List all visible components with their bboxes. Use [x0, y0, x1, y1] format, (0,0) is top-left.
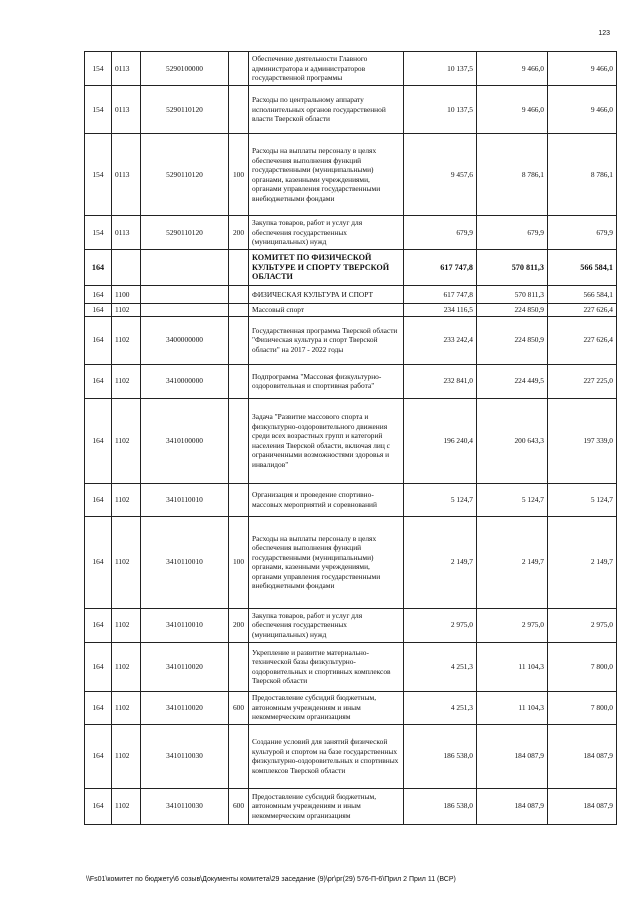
row-amount-year2: 184 087,9	[477, 724, 548, 788]
row-amount-year2: 9 466,0	[477, 86, 548, 134]
row-target-article: 3410100000	[141, 398, 229, 483]
row-name: Расходы на выплаты персоналу в целях обеспечения выполнения функций государственными (муниципальными) органами, казенными учреждениями, органами управления государственными внебюджетными фондами	[249, 516, 404, 608]
table-row	[85, 642, 617, 691]
row-code: 154	[85, 134, 112, 216]
row-target-article: 3410110020	[141, 642, 229, 691]
row-amount-year1: 5 124,7	[404, 483, 477, 516]
row-amount-year1: 617 747,8	[404, 286, 477, 304]
row-expense-type	[229, 642, 249, 691]
row-expense-type	[229, 250, 249, 286]
table-row	[85, 316, 617, 364]
row-section: 1102	[112, 788, 141, 824]
row-amount-year3: 184 087,9	[548, 788, 617, 824]
row-section: 1102	[112, 516, 141, 608]
row-amount-year2: 2 975,0	[477, 608, 548, 642]
row-name: Подпрограмма "Массовая физкультурно-оздоровительная и спортивная работа"	[249, 364, 404, 398]
row-name: Укрепление и развитие материально-технической базы физкультурно-оздоровительных и спортивных комплексов Тверской области	[249, 642, 404, 691]
row-amount-year2: 9 466,0	[477, 52, 548, 86]
row-amount-year3: 7 800,0	[548, 691, 617, 724]
row-expense-type	[229, 52, 249, 86]
row-section: 1102	[112, 724, 141, 788]
row-amount-year3: 566 584,1	[548, 250, 617, 286]
row-amount-year1: 186 538,0	[404, 724, 477, 788]
row-amount-year3: 9 466,0	[548, 86, 617, 134]
row-amount-year3: 197 339,0	[548, 398, 617, 483]
row-expense-type	[229, 483, 249, 516]
row-amount-year1: 679,9	[404, 216, 477, 250]
row-expense-type: 600	[229, 691, 249, 724]
row-expense-type	[229, 304, 249, 317]
row-target-article	[141, 304, 229, 317]
row-amount-year3: 2 975,0	[548, 608, 617, 642]
row-amount-year3: 184 087,9	[548, 724, 617, 788]
row-amount-year2: 570 811,3	[477, 250, 548, 286]
table-row	[85, 52, 617, 86]
row-target-article	[141, 286, 229, 304]
row-name: Закупка товаров, работ и услуг для обеспечения государственных (муниципальных) нужд	[249, 216, 404, 250]
row-section: 1102	[112, 642, 141, 691]
row-name: ФИЗИЧЕСКАЯ КУЛЬТУРА И СПОРТ	[249, 286, 404, 304]
row-amount-year1: 232 841,0	[404, 364, 477, 398]
row-section: 1100	[112, 286, 141, 304]
row-amount-year1: 196 240,4	[404, 398, 477, 483]
row-amount-year1: 4 251,3	[404, 642, 477, 691]
row-target-article: 5290110120	[141, 134, 229, 216]
row-amount-year3: 2 149,7	[548, 516, 617, 608]
row-amount-year2: 679,9	[477, 216, 548, 250]
row-expense-type	[229, 86, 249, 134]
table-row	[85, 691, 617, 724]
row-expense-type	[229, 316, 249, 364]
table-row	[85, 483, 617, 516]
row-section: 0113	[112, 86, 141, 134]
row-section: 1102	[112, 398, 141, 483]
row-code: 164	[85, 250, 112, 286]
row-code: 164	[85, 483, 112, 516]
row-expense-type	[229, 398, 249, 483]
row-code: 154	[85, 216, 112, 250]
row-name: Расходы на выплаты персоналу в целях обеспечения выполнения функций государственными (муниципальными) органами, казенными учреждениями, органами управления государственными внебюджетными фондами	[249, 134, 404, 216]
row-amount-year1: 4 251,3	[404, 691, 477, 724]
row-section: 1102	[112, 364, 141, 398]
row-section	[112, 250, 141, 286]
row-amount-year1: 2 975,0	[404, 608, 477, 642]
row-expense-type: 200	[229, 608, 249, 642]
row-section: 1102	[112, 316, 141, 364]
page-number: 123	[598, 30, 610, 37]
table-row	[85, 86, 617, 134]
row-code: 164	[85, 286, 112, 304]
row-amount-year2: 8 786,1	[477, 134, 548, 216]
row-target-article: 5290100000	[141, 52, 229, 86]
row-target-article: 3410110010	[141, 608, 229, 642]
row-code: 164	[85, 364, 112, 398]
row-amount-year3: 5 124,7	[548, 483, 617, 516]
row-name: Предоставление субсидий бюджетным, автономным учреждениям и иным некоммерческим организациям	[249, 788, 404, 824]
budget-table	[84, 51, 617, 825]
row-target-article: 3410110010	[141, 483, 229, 516]
row-code: 164	[85, 691, 112, 724]
row-amount-year3: 679,9	[548, 216, 617, 250]
row-amount-year2: 2 149,7	[477, 516, 548, 608]
row-amount-year3: 227 626,4	[548, 316, 617, 364]
table-row	[85, 364, 617, 398]
row-amount-year3: 227 225,0	[548, 364, 617, 398]
row-name: Предоставление субсидий бюджетным, автономным учреждениям и иным некоммерческим организациям	[249, 691, 404, 724]
row-target-article: 3400000000	[141, 316, 229, 364]
row-code: 164	[85, 642, 112, 691]
table-row	[85, 516, 617, 608]
row-expense-type	[229, 724, 249, 788]
row-code: 164	[85, 516, 112, 608]
row-target-article: 3410000000	[141, 364, 229, 398]
row-expense-type	[229, 364, 249, 398]
row-amount-year3: 227 626,4	[548, 304, 617, 317]
row-section: 0113	[112, 216, 141, 250]
row-expense-type: 100	[229, 134, 249, 216]
row-target-article: 5290110120	[141, 86, 229, 134]
row-section: 1102	[112, 608, 141, 642]
row-target-article: 5290110120	[141, 216, 229, 250]
table-row	[85, 304, 617, 317]
row-amount-year1: 617 747,8	[404, 250, 477, 286]
row-target-article: 3410110020	[141, 691, 229, 724]
row-code: 164	[85, 608, 112, 642]
row-amount-year1: 234 116,5	[404, 304, 477, 317]
row-amount-year2: 224 449,5	[477, 364, 548, 398]
row-code: 164	[85, 398, 112, 483]
row-code: 164	[85, 788, 112, 824]
row-target-article	[141, 250, 229, 286]
row-amount-year2: 184 087,9	[477, 788, 548, 824]
row-name: Создание условий для занятий физической культурой и спортом на базе государственных физкультурно-оздоровительных и спортивных комплексов Тверской области	[249, 724, 404, 788]
table-row	[85, 788, 617, 824]
row-amount-year3: 8 786,1	[548, 134, 617, 216]
row-name: Организация и проведение спортивно-массовых мероприятий и соревнований	[249, 483, 404, 516]
row-code: 164	[85, 304, 112, 317]
row-expense-type: 100	[229, 516, 249, 608]
row-target-article: 3410110010	[141, 516, 229, 608]
row-amount-year1: 186 538,0	[404, 788, 477, 824]
row-section: 0113	[112, 52, 141, 86]
row-amount-year3: 566 584,1	[548, 286, 617, 304]
row-target-article: 3410110030	[141, 788, 229, 824]
row-amount-year3: 9 466,0	[548, 52, 617, 86]
row-amount-year3: 7 800,0	[548, 642, 617, 691]
row-amount-year2: 200 643,3	[477, 398, 548, 483]
row-amount-year1: 10 137,5	[404, 86, 477, 134]
row-section: 1102	[112, 483, 141, 516]
footer-file-path: \\Fs01\комитет по бюджету\6 созыв\Документы комитета\29 заседание (9)\рг\рг(29) 576-П-6\Прил 2 Прил 11 (ВСР)	[86, 876, 456, 883]
row-amount-year1: 10 137,5	[404, 52, 477, 86]
row-amount-year1: 233 242,4	[404, 316, 477, 364]
row-expense-type	[229, 286, 249, 304]
row-section: 1102	[112, 304, 141, 317]
row-amount-year2: 224 850,9	[477, 304, 548, 317]
row-name: Обеспечение деятельности Главного администратора и администраторов государственной программы	[249, 52, 404, 86]
row-name: Задача "Развитие массового спорта и физкультурно-оздоровительного движения среди всех возрастных групп и категорий населения Тверской области, включая лиц с ограниченными возможностями здоровья и инвалидов"	[249, 398, 404, 483]
row-target-article: 3410110030	[141, 724, 229, 788]
row-code: 164	[85, 724, 112, 788]
row-amount-year1: 2 149,7	[404, 516, 477, 608]
row-amount-year1: 9 457,6	[404, 134, 477, 216]
row-name: Расходы по центральному аппарату исполнительных органов государственной власти Тверской области	[249, 86, 404, 134]
table-row	[85, 216, 617, 250]
row-amount-year2: 5 124,7	[477, 483, 548, 516]
row-name: КОМИТЕТ ПО ФИЗИЧЕСКОЙ КУЛЬТУРЕ И СПОРТУ ТВЕРСКОЙ ОБЛАСТИ	[249, 250, 404, 286]
table-row	[85, 134, 617, 216]
row-amount-year2: 11 104,3	[477, 691, 548, 724]
row-name: Закупка товаров, работ и услуг для обеспечения государственных (муниципальных) нужд	[249, 608, 404, 642]
row-code: 154	[85, 86, 112, 134]
table-row	[85, 250, 617, 286]
table-row	[85, 398, 617, 483]
table-row	[85, 724, 617, 788]
row-name: Государственная программа Тверской области "Физическая культура и спорт Тверской области" на 2017 - 2022 годы	[249, 316, 404, 364]
row-section: 0113	[112, 134, 141, 216]
row-code: 164	[85, 316, 112, 364]
row-expense-type: 200	[229, 216, 249, 250]
row-amount-year2: 224 850,9	[477, 316, 548, 364]
table-row	[85, 608, 617, 642]
row-code: 154	[85, 52, 112, 86]
row-name: Массовый спорт	[249, 304, 404, 317]
row-section: 1102	[112, 691, 141, 724]
table-row	[85, 286, 617, 304]
row-amount-year2: 11 104,3	[477, 642, 548, 691]
row-expense-type: 600	[229, 788, 249, 824]
row-amount-year2: 570 811,3	[477, 286, 548, 304]
